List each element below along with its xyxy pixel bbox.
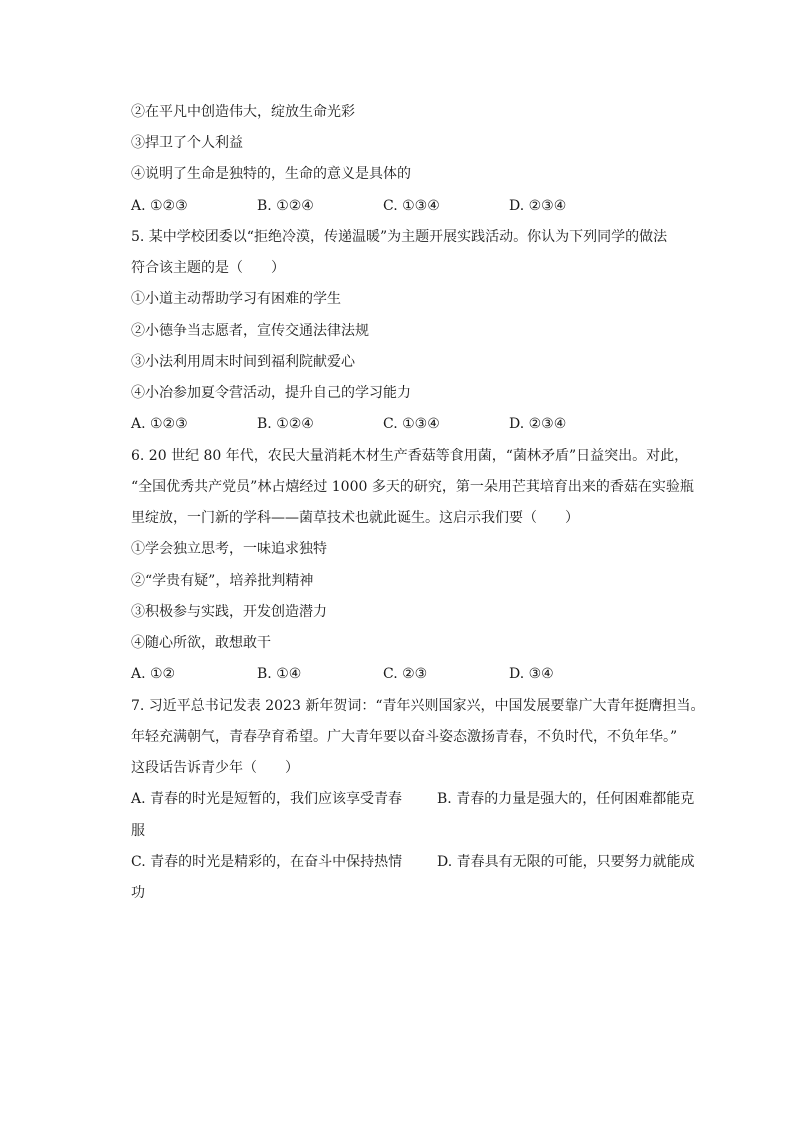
q5-item-3: ③小法利用周末时间到福利院献爱心 — [131, 354, 355, 370]
q6-item-3: ③积极参与实践，开发创造潜力 — [131, 604, 327, 620]
q7-option-a: A. 青春的时光是短暂的，我们应该享受青春 — [131, 791, 403, 807]
q5-option-a: A. ①②③ — [131, 416, 188, 432]
q6-option-c: C. ②③ — [383, 666, 428, 682]
q4-option-a: A. ①②③ — [131, 198, 188, 214]
q5-item-1: ①小道主动帮助学习有困难的学生 — [131, 291, 341, 307]
q7-stem-line3: 这段话告诉青少年（ ） — [131, 760, 299, 776]
q4-option-b: B. ①②④ — [257, 198, 314, 214]
q5-item-4: ④小冶参加夏令营活动，提升自己的学习能力 — [131, 385, 411, 401]
q5-option-d: D. ②③④ — [509, 416, 567, 432]
q4-option-c: C. ①③④ — [383, 198, 440, 214]
q6-stem-line1: 6. 20 世纪 80 年代，农民大量消耗木材生产香菇等食用菌，“菌林矛盾”日益突出。对此， — [131, 448, 689, 464]
q4-item-2: ②在平凡中创造伟大，绽放生命光彩 — [131, 104, 355, 120]
q6-option-b: B. ①④ — [257, 666, 302, 682]
q6-item-1: ①学会独立思考，一味追求独特 — [131, 541, 327, 557]
q5-stem-line1: 5. 某中学校团委以“拒绝冷漠，传递温暖”为主题开展实践活动。你认为下列同学的做法 — [131, 229, 668, 245]
q5-option-c: C. ①③④ — [383, 416, 440, 432]
q7-stem-line1: 7. 习近平总书记发表 2023 新年贺词：“青年兴则国家兴，中国发展要靠广大青年挺膺担当。 — [131, 698, 705, 714]
q5-option-b: B. ①②④ — [257, 416, 314, 432]
q7-option-b-line2: 服 — [131, 823, 145, 839]
q7-option-c: C. 青春的时光是精彩的，在奋斗中保持热情 — [131, 854, 403, 870]
q6-item-2: ②“学贵有疑”，培养批判精神 — [131, 573, 314, 589]
q4-item-3: ③捍卫了个人利益 — [131, 135, 243, 151]
q6-stem-line3: 里绽放，一门新的学科——菌草技术也就此诞生。这启示我们要（ ） — [131, 510, 579, 526]
q7-option-d-line2: 功 — [131, 885, 145, 901]
q6-option-d: D. ③④ — [509, 666, 554, 682]
q6-item-4: ④随心所欲，敢想敢干 — [131, 635, 271, 651]
q7-option-d-line1: D. 青春具有无限的可能，只要努力就能成 — [437, 854, 695, 870]
q6-option-a: A. ①② — [131, 666, 176, 682]
q4-item-4: ④说明了生命是独特的，生命的意义是具体的 — [131, 166, 411, 182]
q7-option-b-line1: B. 青春的力量是强大的，任何困难都能克 — [437, 791, 695, 807]
q6-stem-line2: “全国优秀共产党员”林占熺经过 1000 多天的研究，第一朵用芒萁培育出来的香菇在实验瓶 — [131, 479, 694, 495]
q5-stem-line2: 符合该主题的是（ ） — [131, 260, 285, 276]
q4-option-d: D. ②③④ — [509, 198, 567, 214]
q7-stem-line2: 年轻充满朝气，青春孕育希望。广大青年要以奋斗姿态激扬青春，不负时代，不负年华。” — [131, 729, 678, 745]
q5-item-2: ②小德争当志愿者，宣传交通法律法规 — [131, 323, 369, 339]
